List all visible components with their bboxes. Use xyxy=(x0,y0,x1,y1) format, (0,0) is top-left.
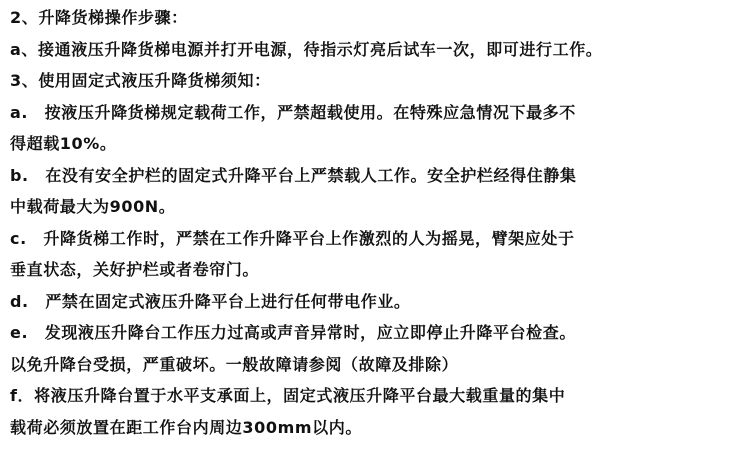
paragraph-line: 垂直状态，关好护栏或者卷帘门。 xyxy=(10,260,260,279)
paragraph-line: f．将液压升降台置于水平支承面上，固定式液压升降平台最大载重量的集中 xyxy=(10,386,566,405)
paragraph-line: a、接通液压升降货梯电源并打开电源，待指示灯亮后试车一次，即可进行工作。 xyxy=(10,39,603,59)
paragraph-line: a. 按液压升降货梯规定载荷工作，严禁超载使用。在特殊应急情况下最多不 xyxy=(10,102,576,122)
paragraph-line: 中载荷最大为900N。 xyxy=(10,197,176,216)
paragraph-line: d. 严禁在固定式液压升降平台上进行任何带电作业。 xyxy=(10,291,411,311)
paragraph-line: e. 发现液压升降台工作压力过高或声音异常时，应立即停止升降平台检查。 xyxy=(10,323,576,342)
paragraph-line: 载荷必须放置在距工作台内周边300mm以内。 xyxy=(10,417,362,437)
section-heading-usage-notes: 3、使用固定式液压升降货梯须知： xyxy=(10,71,271,90)
document-body xyxy=(10,2,745,443)
section-heading-operation-steps: 2、升降货梯操作步骤： xyxy=(10,8,188,27)
paragraph-line: c. 升降货梯工作时，严禁在工作升降平台上作激烈的人为摇晃，臂架应处于 xyxy=(10,228,575,248)
paragraph-line: 以免升降台受损，严重破坏。一般故障请参阅（故障及排除） xyxy=(10,354,459,374)
paragraph-line: 得超载10%。 xyxy=(10,134,117,153)
paragraph-line: b. 在没有安全护栏的固定式升降平台上严禁载人工作。安全护栏经得住静集 xyxy=(10,165,577,185)
